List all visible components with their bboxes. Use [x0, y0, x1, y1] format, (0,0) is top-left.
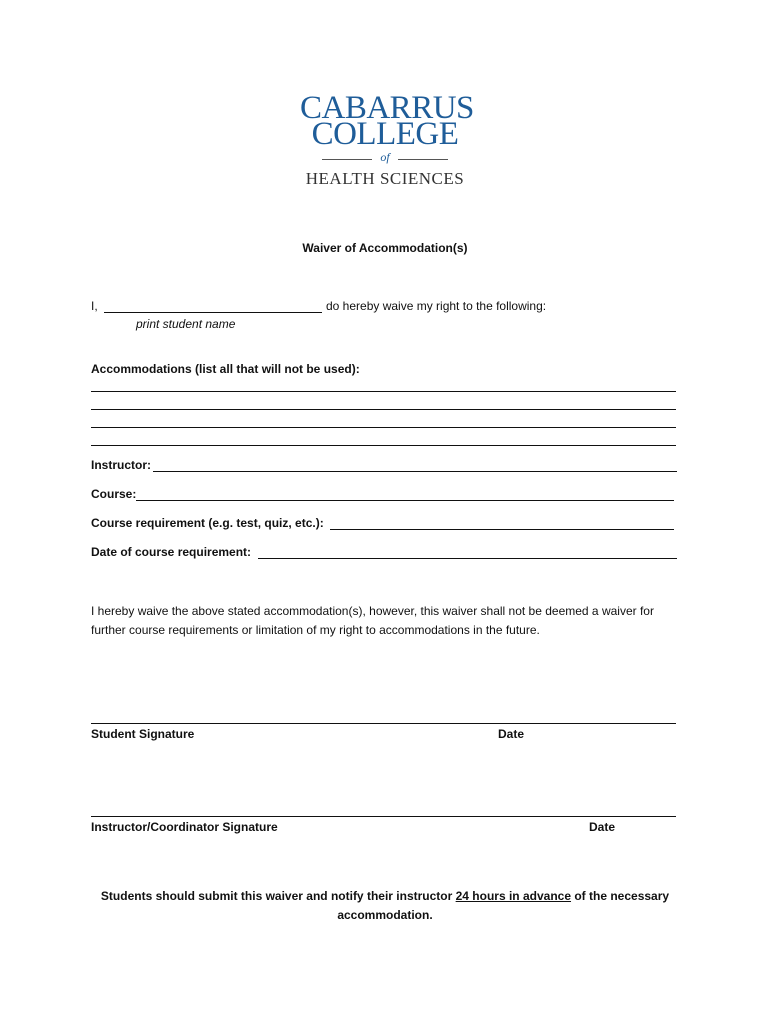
intro-prefix: I, [91, 299, 98, 313]
form-title: Waiver of Accommodation(s) [302, 241, 468, 255]
logo-rule-right [398, 159, 448, 160]
submission-note-end: of the necessary accommodation. [337, 889, 670, 922]
instructor-label: Instructor: [91, 458, 151, 472]
date-of-requirement-line[interactable] [258, 558, 677, 559]
logo-line-college: COLLEGE [311, 116, 459, 152]
accommodations-line-1[interactable] [91, 391, 676, 392]
logo-line-health-sciences: HEALTH SCIENCES [305, 169, 465, 188]
college-logo [300, 90, 474, 190]
waiver-statement: I hereby waive the above stated accommodation(s), however, this waiver shall not be deemed a waiver for further course requirements or limitation of my right to accommodations in the future. [91, 604, 654, 637]
course-requirement-label: Course requirement (e.g. test, quiz, etc.): [91, 516, 324, 530]
logo-of-row [300, 152, 470, 166]
student-name-line[interactable] [104, 312, 322, 313]
instructor-line[interactable] [153, 471, 677, 472]
accommodations-line-2[interactable] [91, 409, 676, 410]
course-line[interactable] [136, 500, 674, 501]
accommodations-line-4[interactable] [91, 445, 676, 446]
logo-line-cabarrus: CABARRUS [300, 90, 474, 126]
intro-suffix: do hereby waive my right to the following: [326, 299, 547, 313]
submission-note-deadline: 24 hours in advance [455, 889, 572, 903]
accommodations-label: Accommodations (list all that will not be used): [91, 362, 360, 376]
submission-note [90, 887, 680, 925]
course-requirement-line[interactable] [330, 529, 674, 530]
student-date-label: Date [498, 727, 525, 741]
submission-note-start: Students should submit this waiver and notify their instructor [100, 889, 456, 903]
instructor-date-label: Date [589, 820, 616, 834]
date-of-requirement-label: Date of course requirement: [91, 545, 252, 559]
student-name-caption: print student name [136, 317, 236, 331]
accommodations-line-3[interactable] [91, 427, 676, 428]
student-signature-label: Student Signature [91, 727, 195, 741]
instructor-signature-label: Instructor/Coordinator Signature [91, 820, 278, 834]
student-signature-line[interactable] [91, 723, 676, 724]
instructor-signature-line[interactable] [91, 816, 676, 817]
logo-rule-left [322, 159, 372, 160]
course-label: Course: [91, 487, 137, 501]
logo-of: of [380, 150, 390, 164]
